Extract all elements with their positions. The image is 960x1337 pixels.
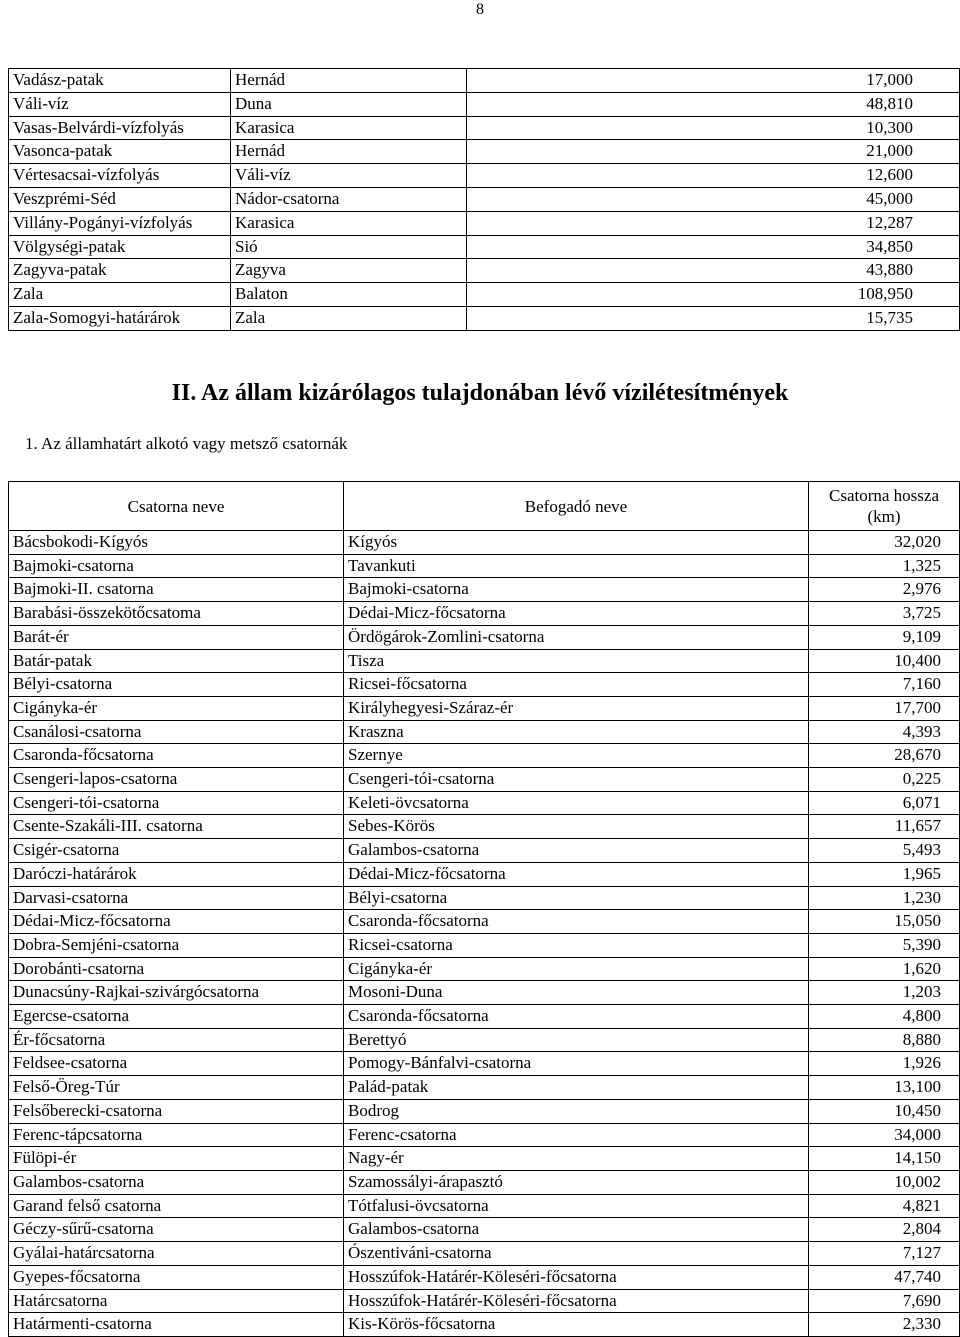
header-receiver-name: Befogadó neve [344, 482, 809, 531]
cell-name: Felsőberecki-csatorna [9, 1099, 344, 1123]
cell-length: 2,330 [809, 1313, 960, 1337]
table-row [9, 744, 960, 768]
cell-length: 15,050 [809, 910, 960, 934]
cell-receiver: Karasica [231, 116, 467, 140]
cell-name: Barabási-összekötőcsatoma [9, 602, 344, 626]
table-row [9, 1099, 960, 1123]
table-row [9, 283, 960, 307]
cell-receiver: Keleti-övcsatorna [344, 791, 809, 815]
table-row [9, 140, 960, 164]
cell-length: 2,804 [809, 1218, 960, 1242]
cell-receiver: Pomogy-Bánfalvi-csatorna [344, 1052, 809, 1076]
cell-name: Zagyva-patak [9, 259, 231, 283]
cell-length: 8,880 [809, 1028, 960, 1052]
cell-length: 34,850 [467, 235, 960, 259]
cell-receiver: Ószentiváni-csatorna [344, 1242, 809, 1266]
table-row [9, 957, 960, 981]
cell-name: Ferenc-tápcsatorna [9, 1123, 344, 1147]
cell-name: Gyálai-határcsatorna [9, 1242, 344, 1266]
table-row [9, 1265, 960, 1289]
cell-receiver: Balaton [231, 283, 467, 307]
cell-length: 6,071 [809, 791, 960, 815]
cell-receiver: Ferenc-csatorna [344, 1123, 809, 1147]
cell-receiver: Bélyi-csatorna [344, 886, 809, 910]
cell-length: 28,670 [809, 744, 960, 768]
section-heading: II. Az állam kizárólagos tulajdonában lévő vízilétesítmények [171, 380, 789, 406]
table-row [9, 1005, 960, 1029]
cell-receiver: Tavankuti [344, 554, 809, 578]
cell-name: Vértesacsai-vízfolyás [9, 164, 231, 188]
cell-length: 10,002 [809, 1170, 960, 1194]
cell-name: Fülöpi-ér [9, 1147, 344, 1171]
cell-name: Egercse-csatorna [9, 1005, 344, 1029]
table-row [9, 1052, 960, 1076]
cell-receiver: Ördögárok-Zomlini-csatorna [344, 625, 809, 649]
cell-name: Cigányka-ér [9, 696, 344, 720]
cell-receiver: Szamossályi-árapasztó [344, 1170, 809, 1194]
cell-receiver: Csaronda-főcsatorna [344, 1005, 809, 1029]
cell-name: Ér-főcsatorna [9, 1028, 344, 1052]
cell-receiver: Duna [231, 92, 467, 116]
cell-length: 1,230 [809, 886, 960, 910]
cell-length: 3,725 [809, 602, 960, 626]
cell-length: 17,700 [809, 696, 960, 720]
cell-receiver: Királyhegyesi-Száraz-ér [344, 696, 809, 720]
cell-length: 11,657 [809, 815, 960, 839]
cell-name: Határmenti-csatorna [9, 1313, 344, 1337]
cell-receiver: Ricsei-csatorna [344, 933, 809, 957]
cell-name: Csengeri-tói-csatorna [9, 791, 344, 815]
table-row [9, 1218, 960, 1242]
cell-receiver: Cigányka-ér [344, 957, 809, 981]
watercourse-table-body [9, 69, 960, 331]
table-row [9, 531, 960, 555]
table-row [9, 235, 960, 259]
table-row [9, 649, 960, 673]
cell-length: 48,810 [467, 92, 960, 116]
cell-name: Bácsbokodi-Kígyós [9, 531, 344, 555]
cell-name: Csente-Szakáli-III. csatorna [9, 815, 344, 839]
cell-length: 10,450 [809, 1099, 960, 1123]
table-row [9, 69, 960, 93]
table-row [9, 673, 960, 697]
table-row [9, 1028, 960, 1052]
cell-receiver: Szernye [344, 744, 809, 768]
table-row [9, 211, 960, 235]
subsection-heading: 1. Az államhatárt alkotó vagy metsző csatornák [25, 434, 348, 453]
border-canals-table-body [9, 531, 960, 1337]
cell-name: Gyepes-főcsatorna [9, 1265, 344, 1289]
cell-length: 17,000 [467, 69, 960, 93]
cell-length: 14,150 [809, 1147, 960, 1171]
cell-receiver: Kígyós [344, 531, 809, 555]
cell-receiver: Sebes-Körös [344, 815, 809, 839]
cell-receiver: Galambos-csatorna [344, 1218, 809, 1242]
cell-length: 1,620 [809, 957, 960, 981]
cell-receiver: Mosoni-Duna [344, 981, 809, 1005]
cell-length: 7,690 [809, 1289, 960, 1313]
cell-name: Zala-Somogyi-határárok [9, 306, 231, 330]
cell-name: Völgységi-patak [9, 235, 231, 259]
cell-name: Felső-Öreg-Túr [9, 1076, 344, 1100]
table-row [9, 1289, 960, 1313]
cell-name: Géczy-sűrű-csatorna [9, 1218, 344, 1242]
table-row [9, 187, 960, 211]
cell-name: Vasonca-patak [9, 140, 231, 164]
table-row [9, 602, 960, 626]
cell-name: Csengeri-lapos-csatorna [9, 768, 344, 792]
cell-length: 10,300 [467, 116, 960, 140]
cell-receiver: Hosszúfok-Határér-Köleséri-főcsatorna [344, 1289, 809, 1313]
cell-length: 1,965 [809, 862, 960, 886]
table-row [9, 164, 960, 188]
cell-length: 9,109 [809, 625, 960, 649]
table-row [9, 1123, 960, 1147]
cell-name: Dunacsúny-Rajkai-szivárgócsatorna [9, 981, 344, 1005]
cell-length: 43,880 [467, 259, 960, 283]
table-row [9, 1194, 960, 1218]
cell-receiver: Tisza [344, 649, 809, 673]
cell-receiver: Bajmoki-csatorna [344, 578, 809, 602]
cell-receiver: Csengeri-tói-csatorna [344, 768, 809, 792]
cell-name: Csaronda-főcsatorna [9, 744, 344, 768]
cell-name: Vasas-Belvárdi-vízfolyás [9, 116, 231, 140]
table-row [9, 839, 960, 863]
cell-receiver: Hosszúfok-Határér-Köleséri-főcsatorna [344, 1265, 809, 1289]
cell-length: 12,287 [467, 211, 960, 235]
cell-name: Villány-Pogányi-vízfolyás [9, 211, 231, 235]
table-row [9, 886, 960, 910]
cell-receiver: Sió [231, 235, 467, 259]
cell-receiver: Berettyó [344, 1028, 809, 1052]
table-row [9, 696, 960, 720]
cell-receiver: Csaronda-főcsatorna [344, 910, 809, 934]
cell-name: Veszprémi-Séd [9, 187, 231, 211]
table-row [9, 1076, 960, 1100]
cell-name: Bajmoki-II. csatorna [9, 578, 344, 602]
cell-length: 34,000 [809, 1123, 960, 1147]
cell-name: Darvasi-csatorna [9, 886, 344, 910]
cell-name: Zala [9, 283, 231, 307]
cell-receiver: Palád-patak [344, 1076, 809, 1100]
cell-name: Barát-ér [9, 625, 344, 649]
cell-length: 4,800 [809, 1005, 960, 1029]
cell-length: 108,950 [467, 283, 960, 307]
table-row [9, 625, 960, 649]
cell-name: Csigér-csatorna [9, 839, 344, 863]
table-row [9, 768, 960, 792]
header-canal-name: Csatorna neve [9, 482, 344, 531]
cell-length: 1,325 [809, 554, 960, 578]
cell-receiver: Váli-víz [231, 164, 467, 188]
cell-receiver: Dédai-Micz-főcsatorna [344, 602, 809, 626]
table-row [9, 1313, 960, 1337]
cell-name: Daróczi-határárok [9, 862, 344, 886]
table-row [9, 1170, 960, 1194]
cell-length: 32,020 [809, 531, 960, 555]
cell-receiver: Bodrog [344, 1099, 809, 1123]
cell-receiver: Zala [231, 306, 467, 330]
table-row [9, 815, 960, 839]
cell-name: Feldsee-csatorna [9, 1052, 344, 1076]
table-row [9, 259, 960, 283]
border-canals-table [8, 481, 960, 1337]
table-row [9, 720, 960, 744]
watercourse-table-continued [8, 68, 960, 331]
table-row [9, 578, 960, 602]
cell-name: Határcsatorna [9, 1289, 344, 1313]
cell-receiver: Dédai-Micz-főcsatorna [344, 862, 809, 886]
cell-length: 21,000 [467, 140, 960, 164]
cell-receiver: Nagy-ér [344, 1147, 809, 1171]
cell-length: 4,393 [809, 720, 960, 744]
table-row [9, 933, 960, 957]
table-row [9, 1147, 960, 1171]
cell-length: 15,735 [467, 306, 960, 330]
header-canal-length: Csatorna hossza (km) [809, 482, 960, 531]
cell-length: 45,000 [467, 187, 960, 211]
cell-length: 12,600 [467, 164, 960, 188]
cell-length: 2,976 [809, 578, 960, 602]
cell-receiver: Tótfalusi-övcsatorna [344, 1194, 809, 1218]
cell-length: 5,493 [809, 839, 960, 863]
cell-name: Csanálosi-csatorna [9, 720, 344, 744]
table-row [9, 791, 960, 815]
table-row [9, 306, 960, 330]
cell-name: Váli-víz [9, 92, 231, 116]
cell-name: Dobra-Semjéni-csatorna [9, 933, 344, 957]
cell-receiver: Kraszna [344, 720, 809, 744]
table-row [9, 1242, 960, 1266]
cell-length: 13,100 [809, 1076, 960, 1100]
cell-name: Garand felső csatorna [9, 1194, 344, 1218]
cell-length: 4,821 [809, 1194, 960, 1218]
cell-length: 1,926 [809, 1052, 960, 1076]
cell-name: Dorobánti-csatorna [9, 957, 344, 981]
table-row [9, 116, 960, 140]
table-row [9, 862, 960, 886]
cell-name: Dédai-Micz-főcsatorna [9, 910, 344, 934]
cell-receiver: Karasica [231, 211, 467, 235]
cell-length: 7,127 [809, 1242, 960, 1266]
cell-name: Bajmoki-csatorna [9, 554, 344, 578]
cell-length: 47,740 [809, 1265, 960, 1289]
cell-name: Batár-patak [9, 649, 344, 673]
table-row [9, 554, 960, 578]
page-number: 8 [476, 1, 484, 18]
table-row [9, 92, 960, 116]
cell-length: 0,225 [809, 768, 960, 792]
cell-name: Vadász-patak [9, 69, 231, 93]
cell-length: 10,400 [809, 649, 960, 673]
cell-name: Galambos-csatorna [9, 1170, 344, 1194]
table-header-row [9, 482, 960, 531]
table-row [9, 910, 960, 934]
cell-receiver: Galambos-csatorna [344, 839, 809, 863]
cell-length: 5,390 [809, 933, 960, 957]
cell-receiver: Hernád [231, 140, 467, 164]
cell-length: 7,160 [809, 673, 960, 697]
cell-receiver: Zagyva [231, 259, 467, 283]
cell-length: 1,203 [809, 981, 960, 1005]
cell-receiver: Ricsei-főcsatorna [344, 673, 809, 697]
cell-receiver: Hernád [231, 69, 467, 93]
cell-name: Bélyi-csatorna [9, 673, 344, 697]
cell-receiver: Nádor-csatorna [231, 187, 467, 211]
cell-receiver: Kis-Körös-főcsatorna [344, 1313, 809, 1337]
table-row [9, 981, 960, 1005]
